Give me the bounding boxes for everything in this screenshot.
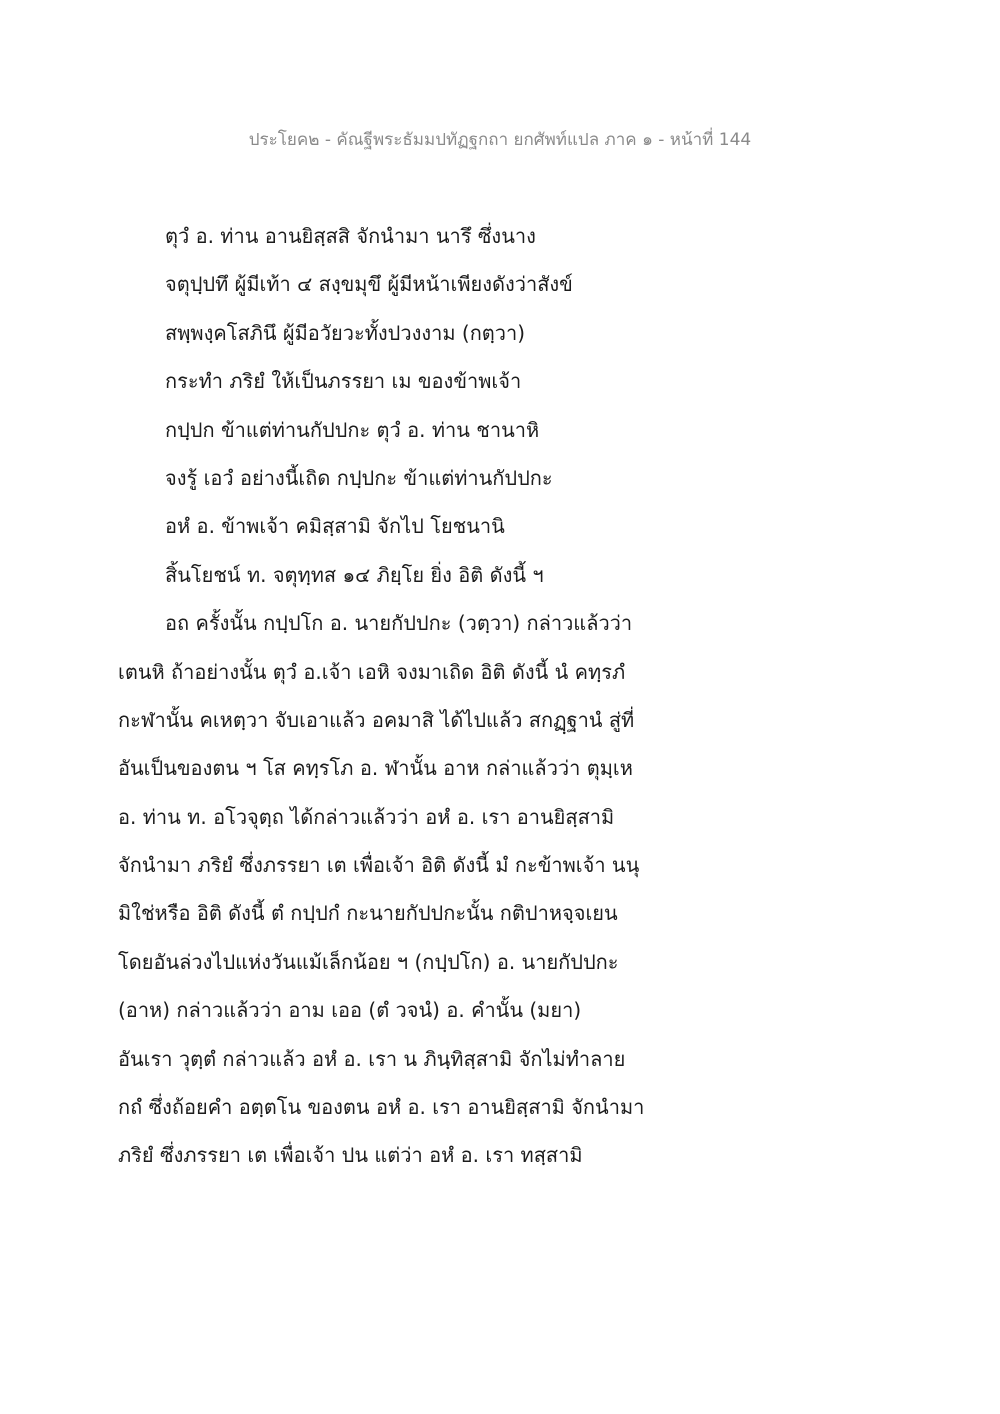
text-line: อ. ท่าน ท. อโวจุตฺถ ได้กล่าวแล้วว่า อหํ อ. เรา อานยิสฺสามิ [118, 804, 615, 829]
text-line: อันเป็นของตน ฯ โส คทฺรโภ อ. ฬานั้น อาห กล่าแล้วว่า ตุมฺเห [118, 756, 633, 781]
text-line: สิ้นโยชน์ ท. จตุทฺทส ๑๔ ภิยฺโย ยิ่ง อิติ ดังนี้ ฯ [165, 562, 544, 587]
text-line: โดยอันล่วงไปแห่งวันแม้เล็กน้อย ฯ (กปฺปโก) อ. นายกัปปกะ [118, 949, 619, 974]
text-line: ตุวํ อ. ท่าน อานยิสฺสสิ จักนำมา นารึ ซึ่งนาง [165, 224, 536, 248]
text-line: กระทำ ภริยํ ให้เป็นภรรยา เม ของข้าพเจ้า [165, 369, 522, 394]
running-header: ประโยค๒ - คัณฐีพระธัมมปทัฏฐกถา ยกศัพท์แปล ภาค ๑ - หน้าที่ 144 [248, 130, 752, 150]
text-line: อหํ อ. ข้าพเจ้า คมิสฺสามิ จักไป โยชนานิ [165, 514, 505, 539]
text-line: กปฺปก ข้าแต่ท่านกัปปกะ ตุวํ อ. ท่าน ชานาหิ [165, 417, 540, 442]
text-line: มิใช่หรือ อิติ ดังนี้ ตํ กปฺปกํ กะนายกัปปกะนั้น กติปาหจฺจเยน [118, 901, 618, 926]
text-line: ภริยํ ซึ่งภรรยา เต เพื่อเจ้า ปน แต่ว่า อหํ อ. เรา ทสฺสามิ [118, 1143, 583, 1168]
text-line: เตนหิ ถ้าอย่างนั้น ตุวํ อ.เจ้า เอหิ จงมาเถิด อิติ ดังนี้ นํ คทฺรภํ [118, 659, 626, 684]
text-line: จักนำมา ภริยํ ซึ่งภรรยา เต เพื่อเจ้า อิติ ดังนี้ มํ กะข้าพเจ้า นนุ [118, 853, 640, 878]
text-line: อันเรา วุตฺตํ กล่าวแล้ว อหํ อ. เรา น ภินฺทิสฺสามิ จักไม่ทำลาย [118, 1046, 626, 1071]
text-line: กถํ ซึ่งถ้อยคำ อตฺตโน ของตน อหํ อ. เรา อานยิสฺสามิ จักนำมา [118, 1095, 645, 1120]
body-text [118, 212, 678, 1180]
paragraph-start-line: อถ ครั้งนั้น กปฺปโก อ. นายกัปปกะ (วตฺวา) กล่าวแล้วว่า [165, 611, 633, 636]
text-line: จตุปฺปทึ ผู้มีเท้า ๔ สงฺขมุขึ ผู้มีหน้าเพียงดังว่าสังข์ [165, 272, 573, 297]
text-line: (อาห) กล่าวแล้วว่า อาม เออ (ตํ วจนํ) อ. คำนั้น (มยา) [118, 998, 582, 1023]
text-line: กะฬานั้น คเหตฺวา จับเอาแล้ว อคมาสิ ได้ไปแล้ว สกฏฺฐานํ สู่ที่ [118, 707, 635, 732]
text-line: สพฺพงฺคโสภินึ ผู้มีอวัยวะทั้งปวงงาม (กตฺวา) [165, 320, 526, 345]
text-line: จงรู้ เอวํ อย่างนี้เถิด กปฺปกะ ข้าแต่ท่านกัปปกะ [165, 465, 553, 490]
